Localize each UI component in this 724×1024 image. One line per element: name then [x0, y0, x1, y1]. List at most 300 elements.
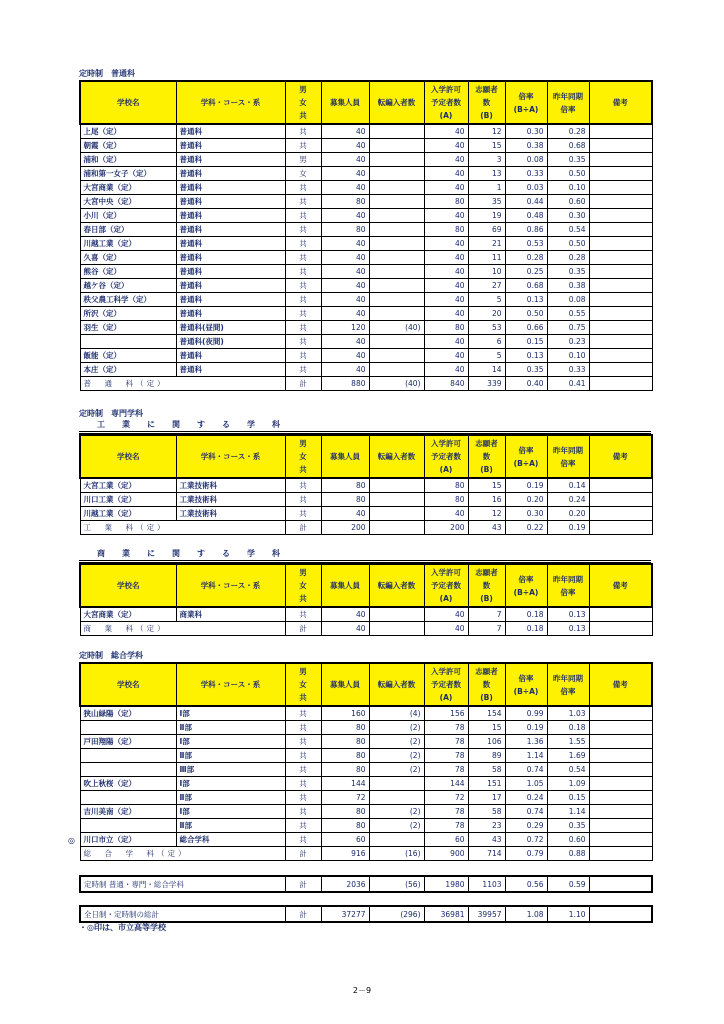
cell-prev: 0.13 [547, 607, 589, 622]
header-ratio [505, 435, 547, 478]
cell-transfer [369, 265, 424, 279]
table-row [80, 833, 652, 847]
header-gender-line: 共 [299, 693, 307, 702]
header-school: 学校名 [80, 663, 176, 706]
cell-ratio: 0.66 [505, 321, 547, 335]
cell-prev: 0.68 [547, 139, 589, 153]
cell-transfer: (2) [369, 763, 424, 777]
table-row [80, 195, 652, 209]
header-prev [547, 81, 589, 124]
cell-ratio: 0.29 [505, 819, 547, 833]
cell-applicants: 58 [468, 763, 505, 777]
cell-prev: 0.60 [547, 195, 589, 209]
cell-planned: 72 [424, 791, 468, 805]
cell-quota: 40 [321, 167, 369, 181]
header-planned-line: 入学許可 [431, 667, 461, 676]
cell-applicants: 15 [468, 478, 505, 493]
cell-planned: 40 [424, 139, 468, 153]
cell-prev: 0.28 [547, 251, 589, 265]
cell-remarks [589, 749, 652, 763]
cell-prev: 1.14 [547, 805, 589, 819]
cell-quota: 160 [321, 706, 369, 721]
cell-applicants: 5 [468, 349, 505, 363]
header-prev-line: 昨年同期 [553, 673, 583, 683]
cell-planned: 156 [424, 706, 468, 721]
total-applicants: 7 [468, 622, 505, 636]
cell-quota: 40 [321, 124, 369, 139]
cell-remarks [589, 607, 652, 622]
cell-planned: 78 [424, 819, 468, 833]
summary-table-parttime [79, 875, 653, 893]
total-transfer [369, 521, 424, 535]
cell-course: 普通科 [176, 209, 285, 223]
cell-planned: 40 [424, 307, 468, 321]
cell-gender: 共 [285, 478, 321, 493]
table-row [80, 507, 652, 521]
cell-prev: 1.69 [547, 749, 589, 763]
header-prev [547, 663, 589, 706]
cell-quota: 40 [321, 265, 369, 279]
header-applicants-line: 志願者 [475, 568, 498, 577]
header-planned-line: (A) [439, 111, 453, 120]
cell-school: 川口工業（定） [80, 493, 176, 507]
cell-ratio: 0.25 [505, 265, 547, 279]
header-applicants-line: 数 [482, 680, 491, 689]
cell-planned: 40 [424, 124, 468, 139]
cell-quota: 80 [321, 749, 369, 763]
cell-remarks [589, 507, 652, 521]
summary-label: 定時制 普通・専門・総合学科 [80, 876, 285, 892]
table-row [80, 139, 652, 153]
header-applicants-line: (B) [480, 693, 493, 702]
header-quota: 募集人員 [321, 663, 369, 706]
header-gender-line: 共 [299, 111, 307, 120]
summary-gender: 計 [285, 906, 321, 922]
cell-gender: 共 [285, 349, 321, 363]
total-gender: 計 [285, 377, 321, 391]
cell-remarks [589, 279, 652, 293]
cell-planned: 40 [424, 293, 468, 307]
cell-gender: 共 [285, 335, 321, 349]
cell-school: 浦和（定） [80, 153, 176, 167]
total-transfer: (16) [369, 847, 424, 861]
header-course: 学科・コース・系 [176, 81, 285, 124]
header-planned-line: (A) [439, 465, 453, 474]
cell-prev: 0.18 [547, 721, 589, 735]
cell-prev: 0.54 [547, 223, 589, 237]
cell-prev: 1.09 [547, 777, 589, 791]
header-applicants-line: 数 [482, 98, 491, 107]
cell-course: 普通科 [176, 265, 285, 279]
header-gender-line: 女 [299, 581, 307, 590]
cell-school: 大宮商業（定） [80, 607, 176, 622]
header-quota: 募集人員 [321, 564, 369, 607]
cell-course: 普通科 [176, 181, 285, 195]
cell-prev: 0.33 [547, 363, 589, 377]
cell-ratio: 0.13 [505, 293, 547, 307]
cell-gender: 共 [285, 209, 321, 223]
cell-course: 普通科 [176, 349, 285, 363]
cell-quota: 144 [321, 777, 369, 791]
cell-school: 狭山緑陽（定） [80, 706, 176, 721]
cell-quota: 40 [321, 139, 369, 153]
cell-applicants: 12 [468, 507, 505, 521]
cell-course: Ⅱ部 [176, 819, 285, 833]
cell-school: 朝霞（定） [80, 139, 176, 153]
cell-transfer [369, 833, 424, 847]
cell-gender: 共 [285, 279, 321, 293]
cell-prev: 0.60 [547, 833, 589, 847]
cell-gender: 共 [285, 493, 321, 507]
total-remarks [589, 622, 652, 636]
cell-remarks [589, 139, 652, 153]
cell-quota: 40 [321, 181, 369, 195]
cell-applicants: 14 [468, 363, 505, 377]
table-row [80, 819, 652, 833]
cell-applicants: 6 [468, 335, 505, 349]
cell-gender: 共 [285, 124, 321, 139]
cell-applicants: 20 [468, 307, 505, 321]
summary-remarks [589, 906, 652, 922]
cell-prev: 0.30 [547, 209, 589, 223]
table-row [80, 181, 652, 195]
header-ratio-line: 倍率 [518, 673, 534, 683]
cell-transfer [369, 607, 424, 622]
header-planned-line: (A) [439, 693, 453, 702]
cell-transfer [369, 478, 424, 493]
header-applicants-line: 数 [482, 452, 491, 461]
header-planned-line: (A) [439, 594, 453, 603]
cell-school [80, 819, 176, 833]
cell-school: 大宮中央（定） [80, 195, 176, 209]
cell-school: 小川（定） [80, 209, 176, 223]
header-ratio-line: (B÷A) [513, 104, 539, 114]
cell-transfer [369, 251, 424, 265]
cell-remarks [589, 819, 652, 833]
header-applicants [468, 435, 505, 478]
cell-gender: 男 [285, 153, 321, 167]
header-planned-line: 予定者数 [431, 680, 461, 689]
cell-transfer [369, 209, 424, 223]
cell-ratio: 1.14 [505, 749, 547, 763]
cell-gender: 共 [285, 763, 321, 777]
summary-applicants: 1103 [468, 876, 505, 892]
summary-ratio: 0.56 [505, 876, 547, 892]
header-transfer: 転編入者数 [369, 435, 424, 478]
cell-remarks [589, 237, 652, 251]
cell-remarks [589, 493, 652, 507]
header-prev-line: 昨年同期 [553, 445, 583, 455]
cell-applicants: 1 [468, 181, 505, 195]
summary-row [80, 906, 652, 922]
municipal-mark: ◎ [68, 836, 75, 845]
cell-gender: 共 [285, 791, 321, 805]
table-row [80, 478, 652, 493]
cell-school: 戸田翔陽（定） [80, 735, 176, 749]
cell-ratio: 0.24 [505, 791, 547, 805]
cell-gender: 共 [285, 265, 321, 279]
total-prev: 0.41 [547, 377, 589, 391]
cell-transfer: (4) [369, 706, 424, 721]
cell-transfer: (2) [369, 749, 424, 763]
cell-school: 所沢（定） [80, 307, 176, 321]
header-gender-line: 男 [299, 85, 307, 94]
cell-remarks [589, 735, 652, 749]
cell-course: 普通科 [176, 279, 285, 293]
table-row [80, 153, 652, 167]
total-planned: 840 [424, 377, 468, 391]
header-gender [285, 435, 321, 478]
cell-gender: 共 [285, 805, 321, 819]
cell-remarks [589, 223, 652, 237]
cell-school: 吹上秋桜（定） [80, 777, 176, 791]
cell-planned: 78 [424, 763, 468, 777]
cell-remarks [589, 763, 652, 777]
header-transfer: 転編入者数 [369, 81, 424, 124]
total-quota: 916 [321, 847, 369, 861]
header-ratio [505, 663, 547, 706]
cell-prev: 0.10 [547, 181, 589, 195]
cell-course: 普通科 [176, 251, 285, 265]
cell-school: 熊谷（定） [80, 265, 176, 279]
table-row [80, 706, 652, 721]
cell-course: 普通科(昼間) [176, 321, 285, 335]
cell-transfer [369, 777, 424, 791]
cell-school: 浦和第一女子（定） [80, 167, 176, 181]
cell-applicants: 106 [468, 735, 505, 749]
cell-ratio: 0.99 [505, 706, 547, 721]
cell-course: 普通科 [176, 124, 285, 139]
cell-ratio: 0.44 [505, 195, 547, 209]
cell-quota: 40 [321, 237, 369, 251]
table-row [80, 349, 652, 363]
summary-transfer: (296) [369, 906, 424, 922]
table-row [80, 791, 652, 805]
cell-remarks [589, 293, 652, 307]
cell-transfer [369, 237, 424, 251]
total-remarks [589, 377, 652, 391]
cell-remarks [589, 349, 652, 363]
header-gender-line: 女 [299, 680, 307, 689]
table-row [80, 493, 652, 507]
cell-transfer [369, 195, 424, 209]
header-gender [285, 663, 321, 706]
cell-gender: 共 [285, 735, 321, 749]
header-applicants-line: (B) [480, 465, 493, 474]
cell-applicants: 7 [468, 607, 505, 622]
cell-gender: 共 [285, 819, 321, 833]
cell-remarks [589, 167, 652, 181]
total-applicants: 339 [468, 377, 505, 391]
table-row [80, 735, 652, 749]
cell-course: 普通科 [176, 307, 285, 321]
cell-transfer [369, 153, 424, 167]
summary-row [80, 876, 652, 892]
cell-course: 普通科 [176, 167, 285, 181]
cell-school: 羽生（定） [80, 321, 176, 335]
cell-ratio: 0.19 [505, 478, 547, 493]
table-row [80, 265, 652, 279]
cell-course: 工業技術科 [176, 507, 285, 521]
cell-course: Ⅱ部 [176, 749, 285, 763]
cell-quota: 40 [321, 507, 369, 521]
cell-planned: 78 [424, 805, 468, 819]
header-planned-line: 入学許可 [431, 568, 461, 577]
header-planned [424, 435, 468, 478]
cell-quota: 40 [321, 363, 369, 377]
cell-ratio: 1.05 [505, 777, 547, 791]
cell-planned: 40 [424, 335, 468, 349]
header-planned-line: 予定者数 [431, 98, 461, 107]
cell-gender: 共 [285, 749, 321, 763]
cell-transfer [369, 181, 424, 195]
cell-ratio: 0.74 [505, 763, 547, 777]
cell-planned: 40 [424, 167, 468, 181]
cell-planned: 40 [424, 181, 468, 195]
cell-quota: 60 [321, 833, 369, 847]
table-row [80, 293, 652, 307]
cell-gender: 共 [285, 293, 321, 307]
cell-transfer [369, 139, 424, 153]
cell-course: 普通科 [176, 195, 285, 209]
page-number: 2－9 [352, 986, 372, 995]
cell-school: 飯能（定） [80, 349, 176, 363]
cell-ratio: 0.13 [505, 349, 547, 363]
total-row [80, 622, 652, 636]
cell-school: 上尾（定） [80, 124, 176, 139]
cell-gender: 共 [285, 363, 321, 377]
cell-ratio: 0.86 [505, 223, 547, 237]
cell-planned: 40 [424, 349, 468, 363]
cell-quota: 40 [321, 251, 369, 265]
total-prev: 0.13 [547, 622, 589, 636]
cell-transfer [369, 791, 424, 805]
cell-quota: 40 [321, 279, 369, 293]
total-prev: 0.19 [547, 521, 589, 535]
header-applicants [468, 564, 505, 607]
total-remarks [589, 521, 652, 535]
cell-quota: 80 [321, 721, 369, 735]
header-gender [285, 564, 321, 607]
header-applicants-line: 志願者 [475, 667, 498, 676]
cell-applicants: 27 [468, 279, 505, 293]
header-prev-line: 昨年同期 [553, 91, 583, 101]
cell-transfer [369, 363, 424, 377]
cell-ratio: 0.68 [505, 279, 547, 293]
total-transfer: (40) [369, 377, 424, 391]
cell-course: Ⅰ部 [176, 735, 285, 749]
total-gender: 計 [285, 847, 321, 861]
cell-prev: 0.54 [547, 763, 589, 777]
cell-ratio: 0.50 [505, 307, 547, 321]
table-row [80, 279, 652, 293]
total-transfer [369, 622, 424, 636]
cell-school: 川越工業（定） [80, 237, 176, 251]
total-label: 工 業 科（定） [80, 521, 285, 535]
header-planned-line: 予定者数 [431, 452, 461, 461]
header-remarks: 備考 [589, 663, 652, 706]
table-row [80, 237, 652, 251]
summary-planned: 1980 [424, 876, 468, 892]
cell-remarks [589, 777, 652, 791]
total-ratio: 0.79 [505, 847, 547, 861]
total-quota: 200 [321, 521, 369, 535]
cell-prev: 0.35 [547, 153, 589, 167]
header-school: 学校名 [80, 435, 176, 478]
total-remarks [589, 847, 652, 861]
cell-prev: 0.55 [547, 307, 589, 321]
header-transfer: 転編入者数 [369, 564, 424, 607]
cell-remarks [589, 265, 652, 279]
cell-planned: 40 [424, 265, 468, 279]
cell-course: 普通科 [176, 363, 285, 377]
total-prev: 0.88 [547, 847, 589, 861]
cell-remarks [589, 321, 652, 335]
cell-gender: 共 [285, 181, 321, 195]
cell-school [80, 791, 176, 805]
header-school: 学校名 [80, 81, 176, 124]
summary-gender: 計 [285, 876, 321, 892]
cell-ratio: 0.20 [505, 493, 547, 507]
cell-applicants: 21 [468, 237, 505, 251]
cell-course: 普通科 [176, 153, 285, 167]
cell-remarks [589, 153, 652, 167]
cell-course: 普通科 [176, 223, 285, 237]
cell-quota: 80 [321, 819, 369, 833]
cell-remarks [589, 478, 652, 493]
cell-quota: 40 [321, 153, 369, 167]
table-row [80, 607, 652, 622]
header-ratio-line: (B÷A) [513, 587, 539, 597]
header-gender-line: 共 [299, 465, 307, 474]
header-course: 学科・コース・系 [176, 435, 285, 478]
cell-ratio: 0.30 [505, 507, 547, 521]
header-applicants-line: 志願者 [475, 439, 498, 448]
cell-transfer: (2) [369, 819, 424, 833]
total-row [80, 521, 652, 535]
cell-gender: 共 [285, 237, 321, 251]
cell-transfer: (2) [369, 805, 424, 819]
table-row [80, 805, 652, 819]
cell-school: 川越工業（定） [80, 507, 176, 521]
cell-transfer: (2) [369, 721, 424, 735]
total-ratio: 0.18 [505, 622, 547, 636]
cell-ratio: 0.19 [505, 721, 547, 735]
header-prev-line: 倍率 [560, 458, 576, 468]
cell-school: 秩父農工科学（定） [80, 293, 176, 307]
cell-remarks [589, 335, 652, 349]
cell-quota: 72 [321, 791, 369, 805]
total-row [80, 377, 652, 391]
header-quota: 募集人員 [321, 81, 369, 124]
subsection-title-industry: 工業に関する学科 [79, 419, 651, 434]
summary-applicants: 39957 [468, 906, 505, 922]
cell-applicants: 58 [468, 805, 505, 819]
cell-gender: 共 [285, 321, 321, 335]
cell-gender: 共 [285, 833, 321, 847]
table-row [80, 209, 652, 223]
cell-planned: 40 [424, 153, 468, 167]
cell-quota: 40 [321, 209, 369, 223]
header-prev [547, 564, 589, 607]
cell-applicants: 19 [468, 209, 505, 223]
cell-transfer [369, 335, 424, 349]
header-gender-line: 女 [299, 452, 307, 461]
header-remarks: 備考 [589, 564, 652, 607]
cell-quota: 40 [321, 349, 369, 363]
cell-planned: 40 [424, 507, 468, 521]
cell-gender: 女 [285, 167, 321, 181]
